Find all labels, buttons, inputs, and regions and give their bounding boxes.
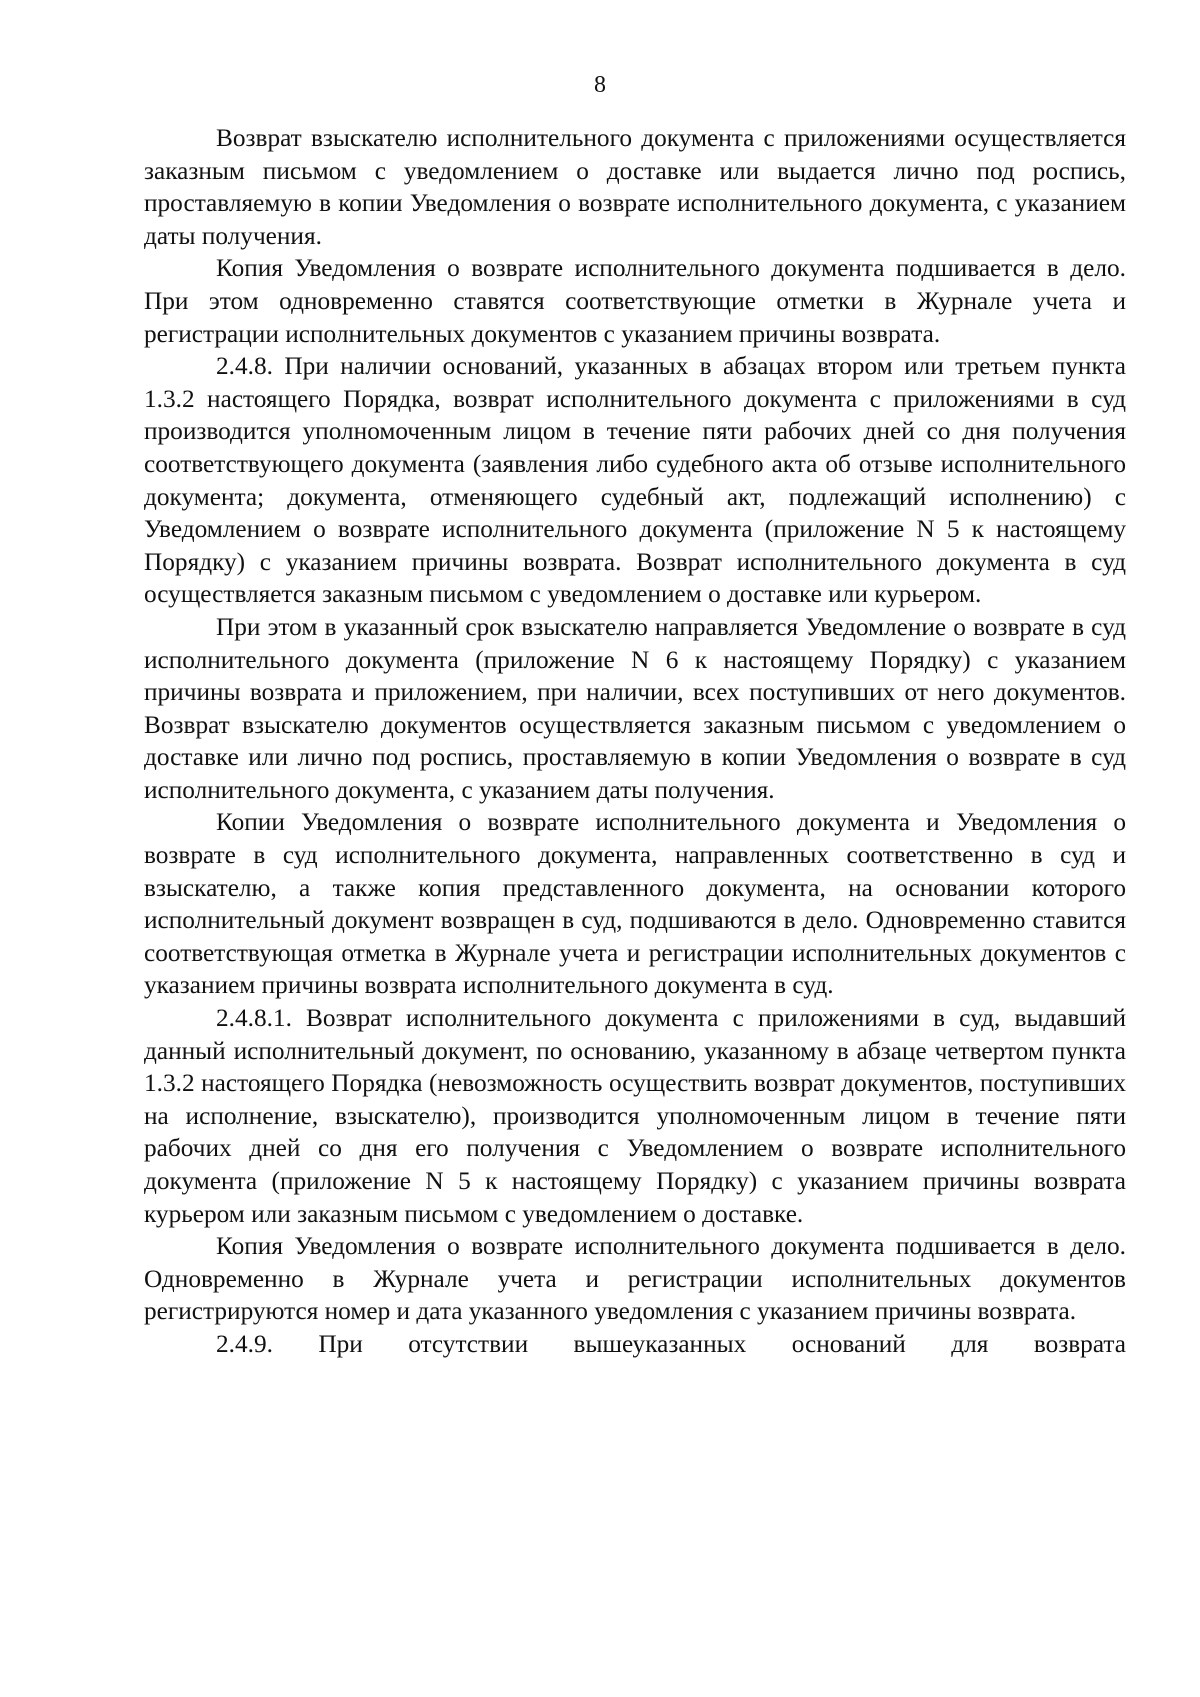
- paragraph-claimant-notification: При этом в указанный срок взыскателю направляется Уведомление о возврате в суд исполнительного документа (приложение N 6 к настоящему Порядку) с указанием причины возврата и приложением, при наличии, всех поступивших от него документов. Возврат взыскателю документов осуществляется заказным письмом с уведомлением о доставке или лично под роспись, проставляемую в копии Уведомления о возврате в суд исполнительного документа, с указанием даты получения.: [144, 612, 1126, 804]
- paragraph-2-4-8: 2.4.8. При наличии оснований, указанных в абзацах втором или третьем пункта 1.3.2 настоящего Порядка, возврат исполнительного документа с приложениями в суд производится уполномоченным лицом в течение пяти рабочих дней со дня получения соответствующего документа (заявления либо судебного акта об отзыве исполнительного документа; документа, отменяющего судебный акт, подлежащий исполнению) с Уведомлением о возврате исполнительного документа (приложение N 5 к настоящему Порядку) с указанием причины возврата. Возврат исполнительного документа в суд осуществляется заказным письмом с уведомлением о доставке или курьером.: [144, 352, 1126, 609]
- document-body: [144, 122, 1126, 1361]
- paragraph-2-4-8-1: 2.4.8.1. Возврат исполнительного документа с приложениями в суд, выдавший данный исполнительный документ, по основанию, указанному в абзаце четвертом пункта 1.3.2 настоящего Порядка (невозможность осуществить возврат документов, поступивших на исполнение, взыскателю), производится уполномоченным лицом в течение пяти рабочих дней со дня его получения с Уведомлением о возврате исполнительного документа (приложение N 5 к настоящему Порядку) с указанием причины возврата курьером или заказным письмом с уведомлением о доставке.: [144, 1004, 1126, 1228]
- paragraph-copies-filed: Копии Уведомления о возврате исполнительного документа и Уведомления о возврате в суд исполнительного документа, направленных соответственно в суд и взыскателю, а также копия представленного документа, на основании которого исполнительный документ возвращен в суд, подшиваются в дело. Одновременно ставится соответствующая отметка в Журнале учета и регистрации исполнительных документов с указанием причины возврата исполнительного документа в суд.: [144, 808, 1126, 1000]
- paragraph-return-to-claimant: Возврат взыскателю исполнительного документа с приложениями осуществляется заказным письмом с уведомлением о доставке или выдается лично под роспись, проставляемую в копии Уведомления о возврате исполнительного документа, с указанием даты получения.: [144, 124, 1126, 250]
- page-number: 8: [594, 72, 606, 98]
- paragraph-notice-copy-filed: Копия Уведомления о возврате исполнительного документа подшивается в дело. При этом одновременно ставятся соответствующие отметки в Журнале учета и регистрации исполнительных документов с указанием причины возврата.: [144, 254, 1126, 348]
- paragraph-2-4-9: 2.4.9. При отсутствии вышеуказанных оснований для возврата: [216, 1329, 1126, 1358]
- paragraph-notice-registration: Копия Уведомления о возврате исполнительного документа подшивается в дело. Одновременно в Журнале учета и регистрации исполнительных документов регистрируются номер и дата указанного уведомления с указанием причины возврата.: [144, 1232, 1126, 1326]
